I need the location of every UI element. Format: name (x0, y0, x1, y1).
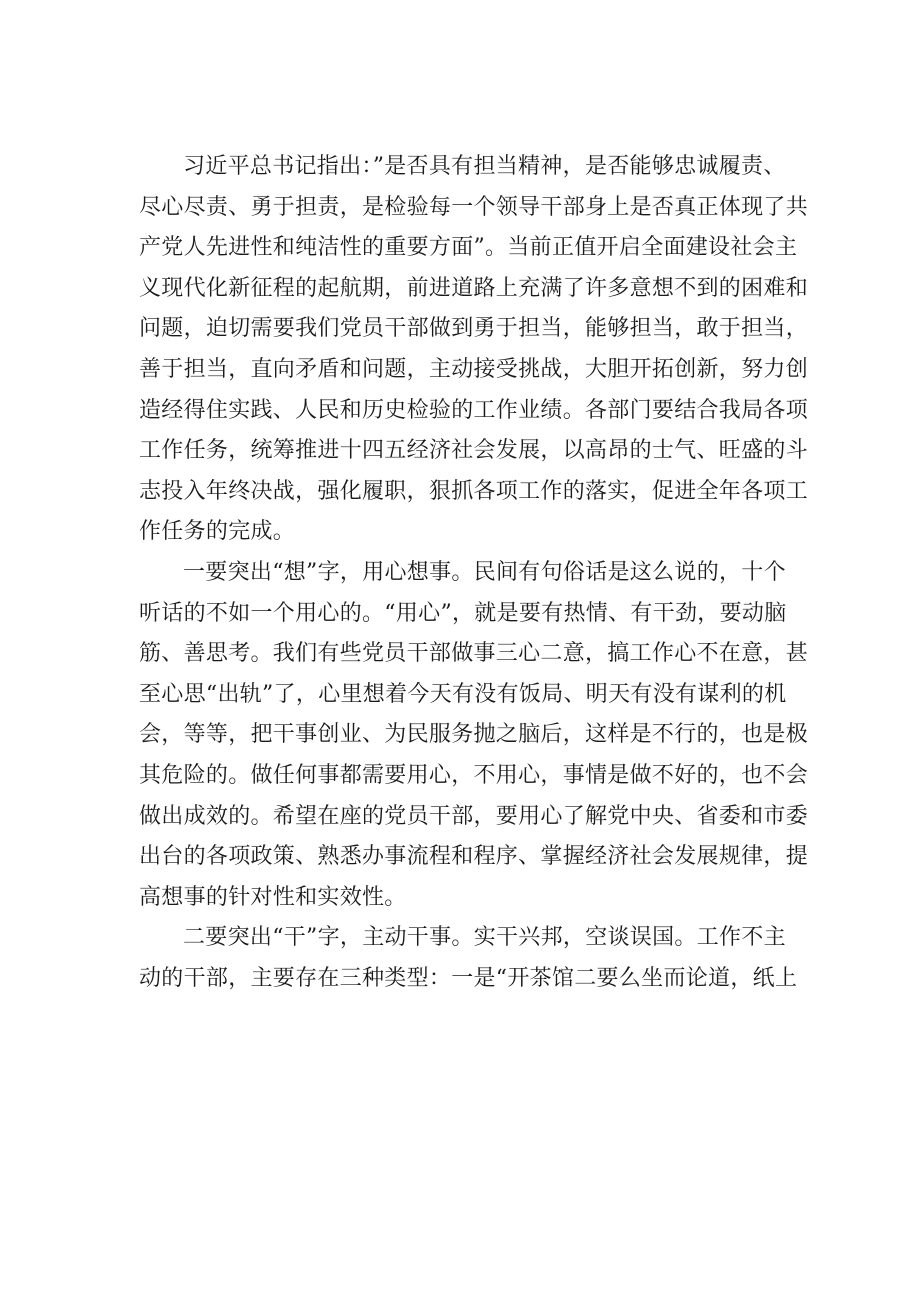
paragraph-line: 一要突出“想”字，用心想事。民间有句俗话是这么说的，十个 (183, 559, 786, 585)
paragraph-line: 高想事的针对性和实效性。 (139, 884, 407, 910)
paragraph-line: 产党人先进性和纯洁性的重要方面”。当前正值开启全面建设社会主 (139, 235, 798, 261)
paragraph-line: 志投入年终决战，强化履职，狠抓各项工作的落实，促进全年各项工 (139, 478, 809, 504)
paragraph-line: 二要突出“干”字，主动干事。实干兴邦，空谈误国。工作不主 (183, 925, 786, 951)
paragraph-line: 尽心尽责、勇于担责，是检验每一个领导干部身上是否真正体现了共 (139, 194, 809, 220)
paragraph-line: 筋、善思考。我们有些党员干部做事三心二意，搞工作心不在意，甚 (139, 641, 809, 667)
paragraph-2 (139, 553, 809, 918)
paragraph-line: 义现代化新征程的起航期，前进道路上充满了许多意想不到的困难和 (139, 275, 809, 301)
paragraph-line: 其危险的。做任何事都需要用心，不用心，事情是做不好的，也不会 (139, 762, 809, 788)
paragraph-line: 习近平总书记指出：”是否具有担当精神，是否能够忠诚履责、 (183, 154, 786, 179)
paragraph-line: 工作任务，统筹推进十四五经济社会发展，以高昂的士气、旺盛的斗 (139, 438, 809, 464)
paragraph-line: 听话的不如一个用心的。“用心”，就是要有热情、有干劲，要动脑 (139, 600, 787, 626)
paragraph-line: 作任务的完成。 (139, 519, 296, 545)
paragraph-3 (139, 918, 799, 999)
paragraph-line: 出台的各项政策、熟悉办事流程和程序、掌握经济社会发展规律，提 (139, 844, 809, 870)
paragraph-line: 至心思“出轨”了，心里想着今天有没有饭局、明天有没有谋利的机 (139, 681, 787, 707)
paragraph-1 (139, 147, 809, 553)
paragraph-line: 问题，迫切需要我们党员干部做到勇于担当，能够担当，敢于担当， (139, 316, 809, 342)
paragraph-line: 做出成效的。希望在座的党员干部，要用心了解党中央、省委和市委 (139, 803, 809, 829)
paragraph-line: 会，等等，把干事创业、为民服务抛之脑后，这样是不行的，也是极 (139, 722, 809, 748)
paragraph-line: 造经得住实践、人民和历史检验的工作业绩。各部门要结合我局各项 (139, 397, 809, 423)
document-body (139, 147, 809, 999)
paragraph-line: 动的干部，主要存在三种类型：一是“开茶馆二要么坐而论道，纸上 (139, 965, 798, 991)
paragraph-line: 善于担当，直向矛盾和问题，主动接受挑战，大胆开拓创新，努力创 (139, 356, 809, 382)
